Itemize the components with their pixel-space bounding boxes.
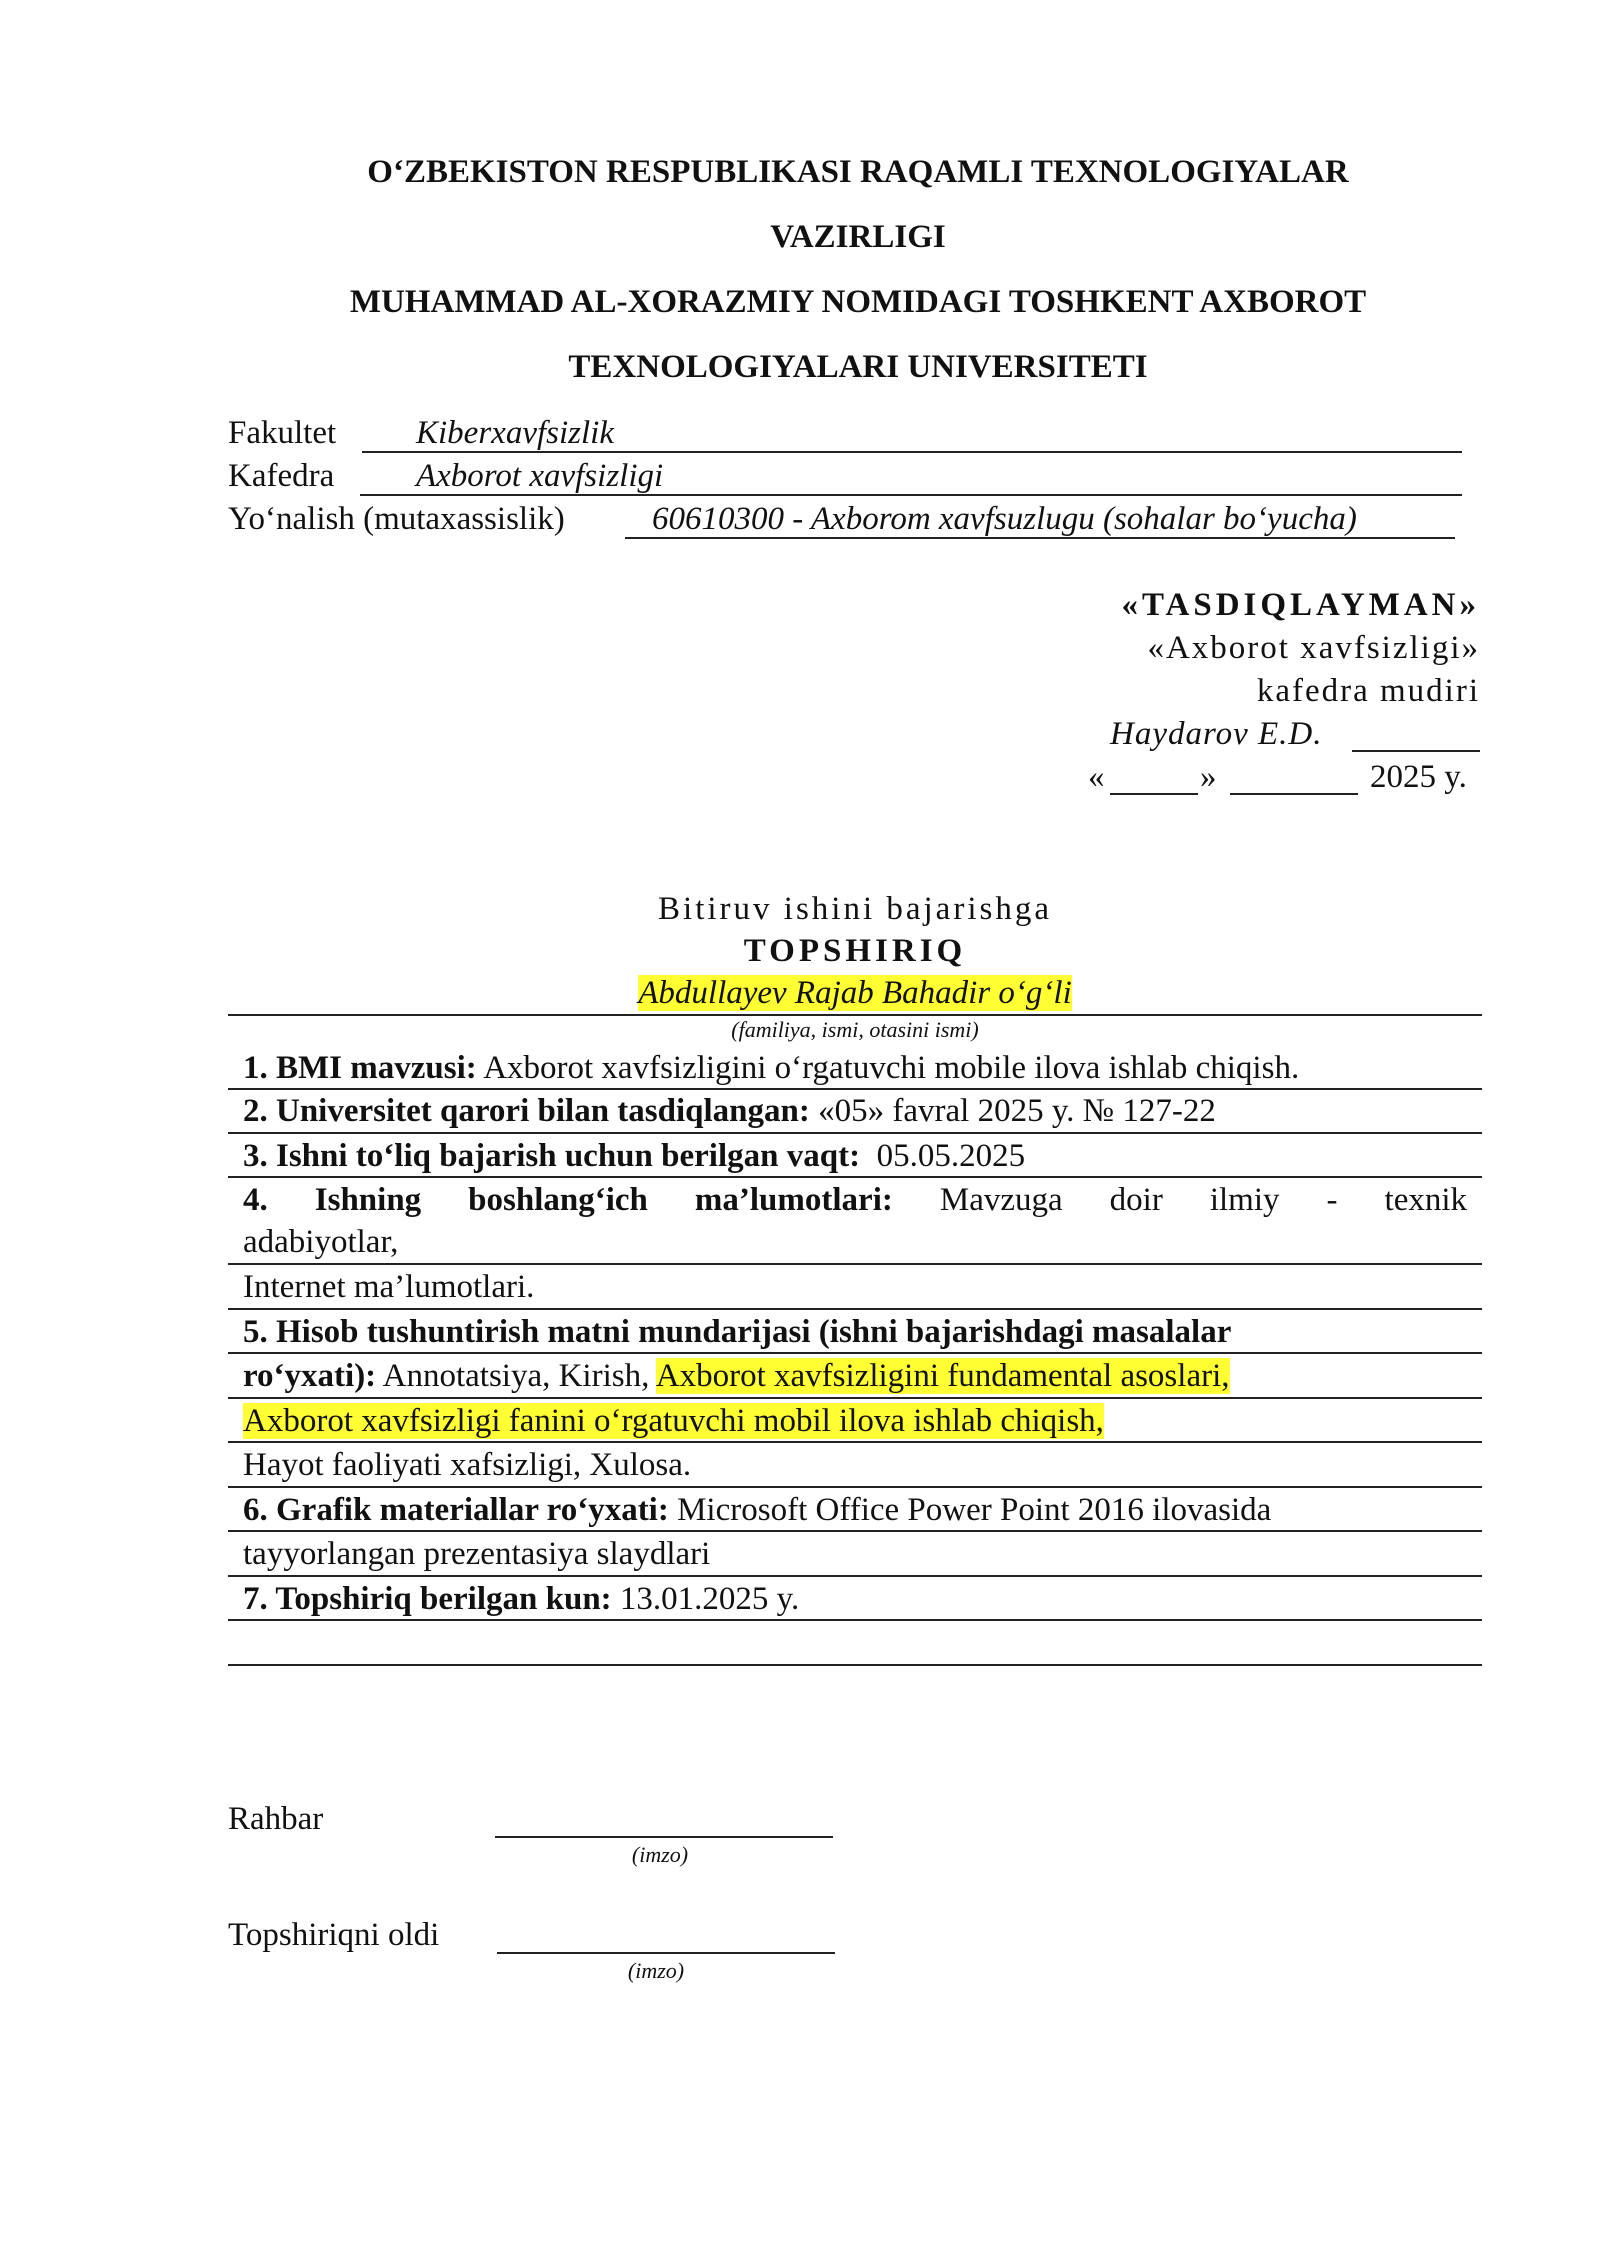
kafedra-label: Kafedra <box>228 458 335 494</box>
rahbar-label: Rahbar <box>228 1801 324 1837</box>
item-1 <box>228 1048 1482 1088</box>
item-6-line2: tayyorlangan prezentasiya slaydlari <box>243 1536 711 1572</box>
yonalish-row <box>228 499 565 539</box>
item-5-highlight-1: Axborot xavfsizligini fundamental asoslari, <box>655 1358 1230 1394</box>
ministry-title-line2: VAZIRLIGI <box>770 219 946 255</box>
item-3 <box>228 1136 1482 1176</box>
item-7 <box>228 1579 1482 1619</box>
fakultet-row <box>228 413 336 453</box>
approval-month-line <box>1230 793 1358 795</box>
item-4-line3: Internet ma’lumotlari. <box>243 1269 535 1305</box>
item-5-rule-a <box>228 1352 1482 1354</box>
item-6-rule-b <box>228 1575 1482 1577</box>
kafedra-value: Axborot xavfsizligi <box>416 458 664 494</box>
item-4-rule-b <box>228 1308 1482 1310</box>
item-6-rule-a <box>228 1530 1482 1532</box>
rahbar-signature-line <box>495 1836 833 1838</box>
yonalish-value: 60610300 - Axborom xavfsuzlugu (sohalar bo‘yucha) <box>652 501 1357 537</box>
approval-year: 2025 y. <box>1370 759 1467 795</box>
item-5-line4: Hayot faoliyati xafsizligi, Xulosa. <box>243 1447 692 1483</box>
item-7-label: 7. Topshiriq berilgan kun: <box>243 1581 612 1617</box>
approval-date-close: » <box>1200 759 1217 795</box>
item-5-rule-c <box>228 1441 1482 1443</box>
approval-name: Haydarov E.D. <box>1110 716 1323 752</box>
fakultet-label: Fakultet <box>228 415 337 451</box>
kafedra-row <box>228 456 334 496</box>
task-title: TOPSHIRIQ <box>743 933 967 969</box>
rahbar-caption: (imzo) <box>631 1842 689 1867</box>
item-7-text: 13.01.2025 y. <box>619 1581 800 1617</box>
approval-date-open: « <box>1088 759 1105 795</box>
item-3-text: 05.05.2025 <box>876 1138 1026 1174</box>
oldi-signature-line <box>497 1952 835 1954</box>
item-6 <box>228 1490 1482 1530</box>
item-5 <box>228 1312 1482 1352</box>
item-5-rule-b <box>228 1397 1482 1399</box>
item-7-rule <box>228 1619 1482 1621</box>
student-name: Abdullayev Rajab Bahadir o‘g‘li <box>638 975 1072 1011</box>
item-5-rule-d <box>228 1486 1482 1488</box>
oldi-caption: (imzo) <box>627 1958 685 1983</box>
item-4 <box>228 1180 1482 1220</box>
yonalish-label: Yo‘nalish (mutaxassislik) <box>228 501 565 537</box>
item-4-rule-a <box>228 1263 1482 1265</box>
item-3-rule <box>228 1176 1482 1178</box>
item-5-highlight-2: Axborot xavfsizligi fanini o‘rgatuvchi mobil ilova ishlab chiqish, <box>243 1403 1104 1439</box>
item-4-line2: adabiyotlar, <box>243 1224 399 1260</box>
item-2-rule <box>228 1132 1482 1134</box>
student-name-row <box>228 972 1482 1014</box>
item-2-text: «05» favral 2025 y. № 127-22 <box>818 1093 1216 1129</box>
oldi-label: Topshiriqni oldi <box>228 1917 440 1953</box>
approval-signature-line <box>1352 750 1480 752</box>
student-caption: (familiya, ismi, otasini ismi) <box>731 1017 979 1042</box>
item-6-label: 6. Grafik materiallar ro‘yxati: <box>243 1492 669 1528</box>
blank-rule <box>228 1664 1482 1666</box>
university-title-line2: TEXNOLOGIYALARI UNIVERSITETI <box>568 349 1148 385</box>
item-5-label-b: ro‘yxati): <box>243 1358 377 1394</box>
item-4-label: 4. Ishning boshlang‘ich ma’lumotlari: <box>243 1182 893 1218</box>
item-3-label: 3. Ishni to‘liq bajarish uchun berilgan vaqt: <box>243 1138 861 1174</box>
item-2 <box>228 1091 1482 1131</box>
item-5-line3 <box>228 1401 1482 1441</box>
fakultet-value: Kiberxavfsizlik <box>416 415 614 451</box>
approval-position: kafedra mudiri <box>1256 673 1480 709</box>
approval-department: «Axborot xavfsizligi» <box>1147 630 1480 666</box>
university-title-line1: MUHAMMAD AL-XORAZMIY NOMIDAGI TOSHKENT AXBOROT <box>349 284 1367 320</box>
item-2-label: 2. Universitet qarori bilan tasdiqlangan: <box>243 1093 810 1129</box>
approval-title: «TASDIQLAYMAN» <box>1121 587 1480 623</box>
item-5-label-a: 5. Hisob tushuntirish matni mundarijasi (ishni bajarishdagi masalalar <box>243 1314 1232 1350</box>
item-6-text: Microsoft Office Power Point 2016 ilovasida <box>677 1492 1272 1528</box>
item-1-label: 1. BMI mavzusi: <box>243 1050 477 1086</box>
item-5-text-a: Annotatsiya, Kirish, <box>382 1358 650 1394</box>
approval-day-line <box>1110 793 1198 795</box>
item-5-line2 <box>228 1356 1482 1396</box>
item-4-text: Mavzuga doir ilmiy - texnik <box>939 1182 1468 1218</box>
item-1-rule <box>228 1088 1482 1090</box>
ministry-title-line1: O‘ZBEKISTON RESPUBLIKASI RAQAMLI TEXNOLOGIYALAR <box>367 154 1349 190</box>
item-1-text: Axborot xavfsizligini o‘rgatuvchi mobile ilova ishlab chiqish. <box>483 1050 1300 1086</box>
task-subtitle: Bitiruv ishini bajarishga <box>658 891 1052 927</box>
